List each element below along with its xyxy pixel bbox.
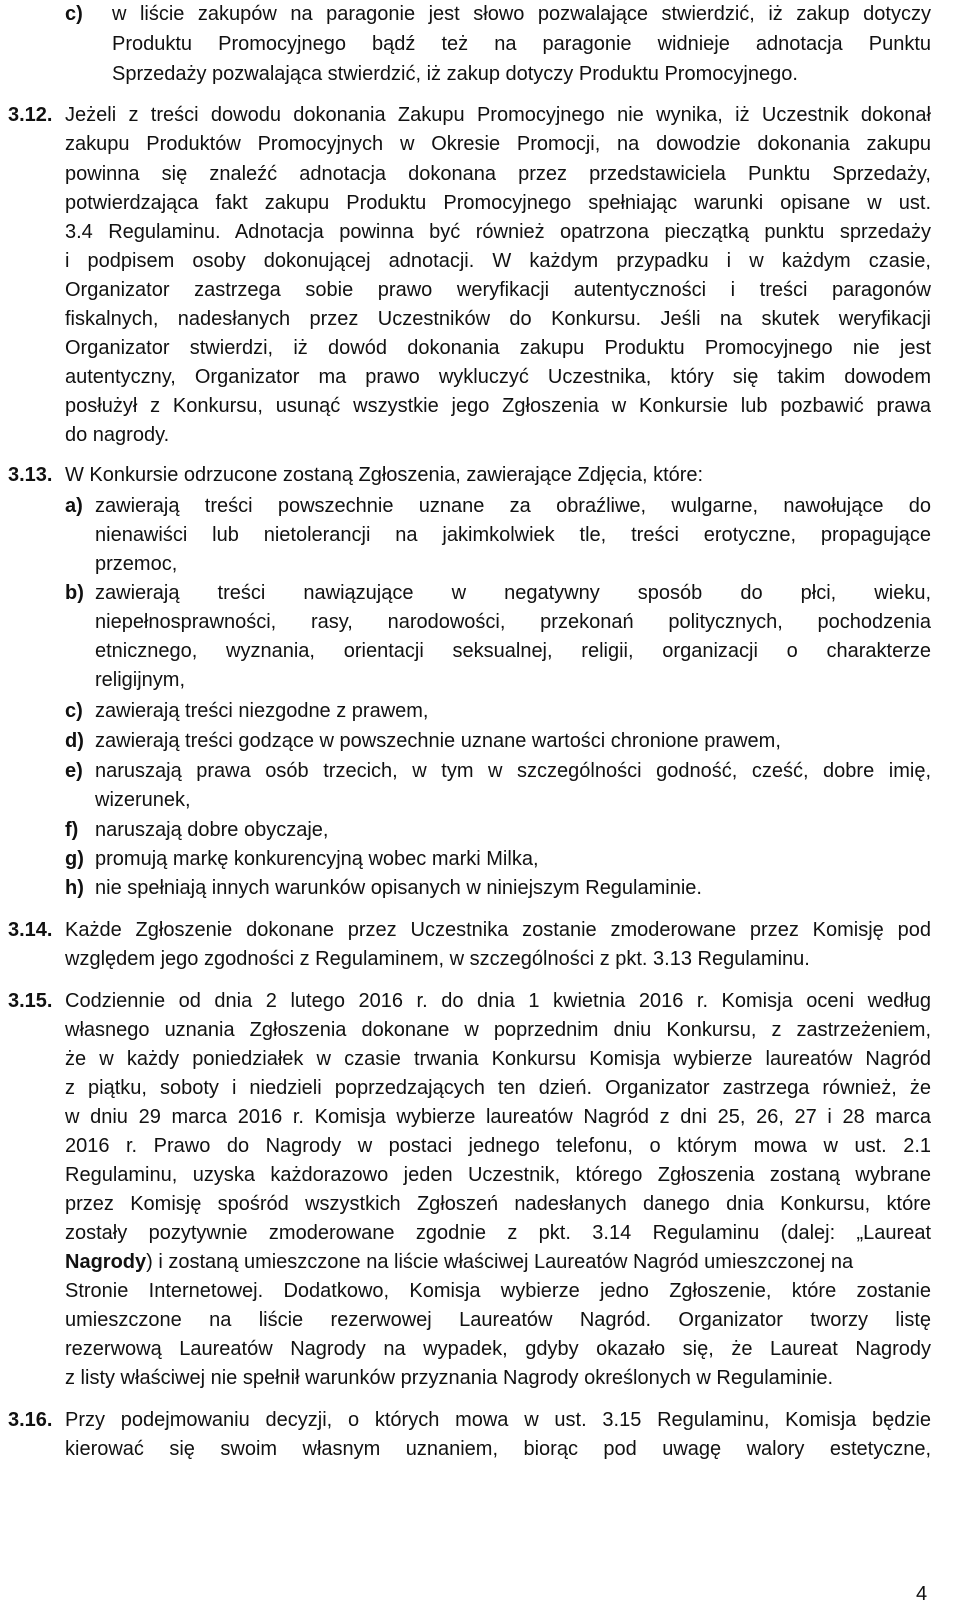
text-line: Każde Zgłoszenie dokonane przez Uczestnika zostanie zmoderowane przez Komisję pod (65, 919, 931, 941)
text-line: Codziennie od dnia 2 lutego 2016 r. do dnia 1 kwietnia 2016 r. Komisja oceni według (65, 990, 931, 1012)
text-line: 3.4 Regulaminu. Adnotacja powinna być również opatrzona pieczątką punktu sprzedaży (65, 221, 931, 243)
text-line: nienawiści lub nietolerancji na jakimkolwiek tle, treści erotyczne, propagujące (95, 524, 931, 546)
text-line: rezerwową Laureatów Nagrody na wypadek, gdyby okazało się, że Laureat Nagrody (65, 1338, 931, 1360)
text-line: do nagrody. (65, 424, 170, 446)
text-line: kierować się swoim własnym uznaniem, biorąc pod uwagę walory estetyczne, (65, 1438, 931, 1460)
text-line: w liście zakupów na paragonie jest słowo pozwalające stwierdzić, iż zakup dotyczy (112, 3, 931, 25)
text-line: zawierają treści godzące w powszechnie uznane wartości chronione prawem, (95, 730, 781, 752)
text-line: zawierają treści nawiązujące w negatywny sposób do płci, wieku, (95, 582, 931, 604)
text-line: promują markę konkurencyjną wobec marki Milka, (95, 848, 539, 870)
text-line (65, 1248, 853, 1276)
text-line: Organizator zastrzega sobie prawo weryfikacji autentyczności i treści paragonów (65, 279, 931, 301)
text-line: religijnym, (95, 669, 186, 691)
text-line: względem jego zgodności z Regulaminem, w szczególności z pkt. 3.13 Regulaminu. (65, 948, 810, 970)
section-3-15-label: 3.15. (8, 990, 53, 1012)
text-line: z piątku, soboty i niedzieli poprzedzających ten dzień. Organizator zastrzega również, że (65, 1077, 931, 1099)
text-line: własnego uznania Zgłoszenia dokonane w poprzednim dniu Konkursu, z zastrzeżeniem, (65, 1019, 931, 1041)
page-number: 4 (916, 1583, 928, 1605)
text-line: fiskalnych, nadesłanych przez Uczestników do Konkursu. Jeśli na skutek weryfikacji (65, 308, 931, 330)
text-line: zawierają treści powszechnie uznane za obraźliwe, wulgarne, nawołujące do (95, 495, 931, 517)
defined-term: Nagrody (65, 1251, 147, 1273)
text-line: w dniu 29 marca 2016 r. Komisja wybierze laureatów Nagród z dni 25, 26, 27 i 28 marca (65, 1106, 931, 1128)
section-3-13-label: 3.13. (8, 464, 53, 486)
text-line: 2016 r. Prawo do Nagrody w postaci jednego telefonu, o którym mowa w ust. 2.1 (65, 1135, 931, 1157)
text-line: autentyczny, Organizator ma prawo wykluczyć Uczestnika, który się takim dowodem (65, 366, 931, 388)
text-line: wizerunek, (95, 789, 191, 811)
text-line: że w każdy poniedziałek w czasie trwania Konkursu Komisja wybierze laureatów Nagród (65, 1048, 931, 1070)
text-line: Produktu Promocyjnego bądź też na paragonie widnieje adnotacja Punktu (112, 33, 931, 55)
text-line: posłużył z Konkursu, usunąć wszystkie jego Zgłoszenia w Konkursie lub pozbawić prawa (65, 395, 931, 417)
item-h-label: h) (65, 877, 84, 899)
text-line: naruszają prawa osób trzecich, w tym w szczególności godność, cześć, dobre imię, (95, 760, 931, 782)
text-line: i podpisem osoby dokonującej adnotacji. W każdym przypadku i w każdym czasie, (65, 250, 931, 272)
item-b-label: b) (65, 582, 84, 604)
text-line: niepełnosprawności, rasy, narodowości, przekonań politycznych, pochodzenia (95, 611, 931, 633)
section-3-12-label: 3.12. (8, 104, 53, 126)
text-line: z listy właściwej nie spełnił warunków przyznania Nagrody określonych w Regulaminie. (65, 1367, 834, 1389)
text-line: Jeżeli z treści dowodu dokonania Zakupu Promocyjnego nie wynika, iż Uczestnik dokonał (65, 104, 931, 126)
text-line: Przy podejmowaniu decyzji, o których mowa w ust. 3.15 Regulaminu, Komisja będzie (65, 1409, 931, 1431)
item-e-label: e) (65, 760, 83, 782)
text-line: zostały pozytywnie zmoderowane zgodnie z pkt. 3.14 Regulaminu (dalej: „Laureat (65, 1222, 931, 1244)
item-a-label: a) (65, 495, 83, 517)
text-line: przez Komisję spośród wszystkich Zgłoszeń nadesłanych danego dnia Konkursu, które (65, 1193, 931, 1215)
item-d-label: d) (65, 730, 84, 752)
item-c-label: c) (65, 700, 83, 722)
text-line: potwierdzająca fakt zakupu Produktu Promocyjnego spełniając warunki opisane w ust. (65, 192, 931, 214)
text-line: nie spełniają innych warunków opisanych w niniejszym Regulaminie. (95, 877, 702, 899)
text-line: Regulaminu, uzyska każdorazowo jeden Uczestnik, którego Zgłoszenia zostaną wybrane (65, 1164, 931, 1186)
item-c-label: c) (65, 3, 83, 25)
text-line: zakupu Produktów Promocyjnych w Okresie Promocji, na dowodzie dokonania zakupu (65, 133, 931, 155)
text-line: Sprzedaży pozwalająca stwierdzić, iż zakup dotyczy Produktu Promocyjnego. (112, 63, 798, 85)
text-line: przemoc, (95, 553, 178, 575)
text-line: powinna się znaleźć adnotacja dokonana przez przedstawiciela Punktu Sprzedaży, (65, 163, 931, 185)
item-g-label: g) (65, 848, 84, 870)
text-line: etnicznego, wyznania, orientacji seksualnej, religii, organizacji o charakterze (95, 640, 931, 662)
text-line: naruszają dobre obyczaje, (95, 819, 329, 841)
text-line: W Konkursie odrzucone zostaną Zgłoszenia, zawierające Zdjęcia, które: (65, 464, 704, 486)
section-3-14-label: 3.14. (8, 919, 53, 941)
text-line: umieszczone na liście rezerwowej Laureatów Nagród. Organizator tworzy listę (65, 1309, 931, 1331)
item-f-label: f) (65, 819, 79, 841)
section-3-16-label: 3.16. (8, 1409, 53, 1431)
text-line: Organizator stwierdzi, iż dowód dokonania zakupu Produktu Promocyjnego nie jest (65, 337, 931, 359)
text-line: Stronie Internetowej. Dodatkowo, Komisja wybierze jedno Zgłoszenie, które zostanie (65, 1280, 931, 1302)
text-fragment: ) i zostaną umieszczone na liście właściwej Laureatów Nagród umieszczonej na (146, 1251, 854, 1273)
text-line: zawierają treści niezgodne z prawem, (95, 700, 429, 722)
